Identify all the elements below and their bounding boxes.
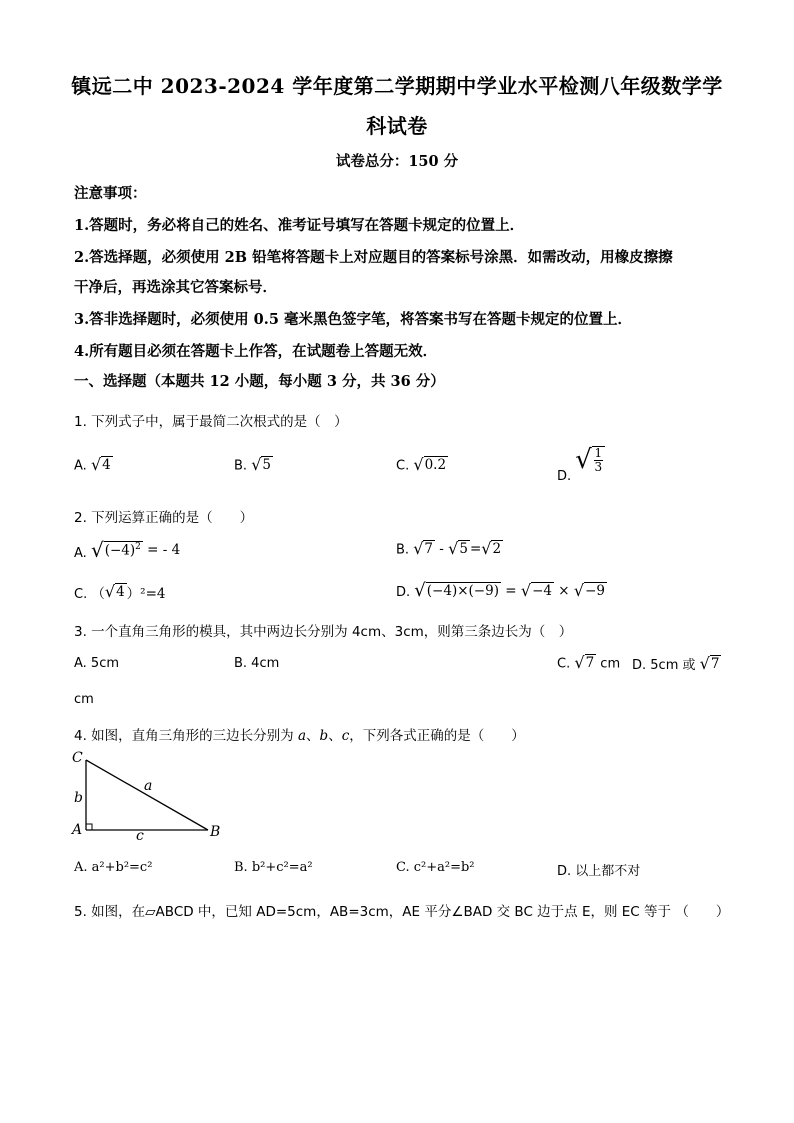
q1-option-a: A. √ 4 <box>74 454 111 474</box>
note-item-2-cont: 干净后，再选涂其它答案标号． <box>74 279 277 296</box>
notes-heading: 注意事项： <box>74 185 147 202</box>
side-a-label: a <box>144 778 153 794</box>
q4-option-d: D. 以上都不对 <box>557 864 641 879</box>
vertex-a-label: A <box>72 822 83 838</box>
question-3-stem: 3. 一个直角三角形的模具，其中两边长分别为 4cm、3cm，则第三条边长为（ ） <box>74 624 573 640</box>
q1-d-numerator: 1 <box>594 446 603 460</box>
q2-option-a: A. √ $(-4)^2$ = - 4 <box>74 538 181 562</box>
q3-option-b: B. 4cm <box>234 656 280 671</box>
note-item-3: 3.答非选择题时，必须使用 0.5 毫米黑色签字笔，将答案书写在答题卡规定的位置上． <box>74 311 632 328</box>
side-b-label: b <box>74 790 83 806</box>
q4-option-a: A. a²+b²=c² <box>74 860 153 875</box>
q2-option-c: C. （ √ 4 ）²=4 <box>74 582 166 602</box>
q4-option-c: C. c²+a²=b² <box>396 860 475 875</box>
q3-option-a: A. 5cm <box>74 656 120 671</box>
question-5-stem: 5. 如图，在▱ABCD 中，已知 AD=5cm，AB=3cm，AE 平分∠BAD 交 BC 边于点 E，则 EC 等于 （ ） <box>74 904 730 920</box>
question-1-stem: 1. 下列式子中，属于最简二次根式的是（ ） <box>74 414 348 430</box>
q3-option-d-cont: cm <box>74 692 94 707</box>
exam-title-line2: 科试卷 <box>366 114 428 138</box>
q1-a-radicand: 4 <box>102 457 111 473</box>
triangle-figure <box>66 748 236 848</box>
q4-option-b: B. b²+c²=a² <box>234 860 313 875</box>
note-item-4: 4.所有题目必须在答题卡上作答，在试题卷上答题无效． <box>74 343 438 360</box>
q1-c-radicand: 0.2 <box>424 457 447 473</box>
q2-option-b: B. √ 7 - √ 5 = √ 2 <box>396 538 502 558</box>
q2-option-d: D. √ (−4)×(−9) = √ −4 × √ −9 <box>396 580 605 601</box>
question-2-stem: 2. 下列运算正确的是（ ） <box>74 510 254 526</box>
section-heading: 一、选择题（本题共 12 小题，每小题 3 分，共 36 分） <box>74 373 445 390</box>
note-item-1: 1.答题时，务必将自己的姓名、准考证号填写在答题卡规定的位置上． <box>74 217 525 234</box>
vertex-b-label: B <box>210 824 221 840</box>
exam-title-line1: 镇远二中 2023-2024 学年度第二学期期中学业水平检测八年级数学学 <box>71 74 723 98</box>
total-score: 试卷总分：150 分 <box>335 153 459 170</box>
q1-option-b: B. √ 5 <box>234 454 271 474</box>
q1-d-denominator: 3 <box>594 460 603 475</box>
question-4-stem: 4. 如图，直角三角形的三边长分别为 a、b、c，下列各式正确的是（ ） <box>74 728 525 744</box>
q1-option-d: D. √ 1 3 <box>557 446 605 474</box>
side-c-label: c <box>136 828 144 844</box>
q3-option-d: D. 5cm 或 √ 7 <box>632 654 720 673</box>
note-item-2: 2.答选择题，必须使用 2B 铅笔将答题卡上对应题目的答案标号涂黑．如需改动，用橡皮擦擦 <box>74 249 673 266</box>
q1-option-c: C. √ 0.2 <box>396 454 447 474</box>
q3-option-c: C. √ 7 cm <box>557 652 621 672</box>
vertex-c-label: C <box>72 750 83 766</box>
q1-b-radicand: 5 <box>262 457 271 473</box>
